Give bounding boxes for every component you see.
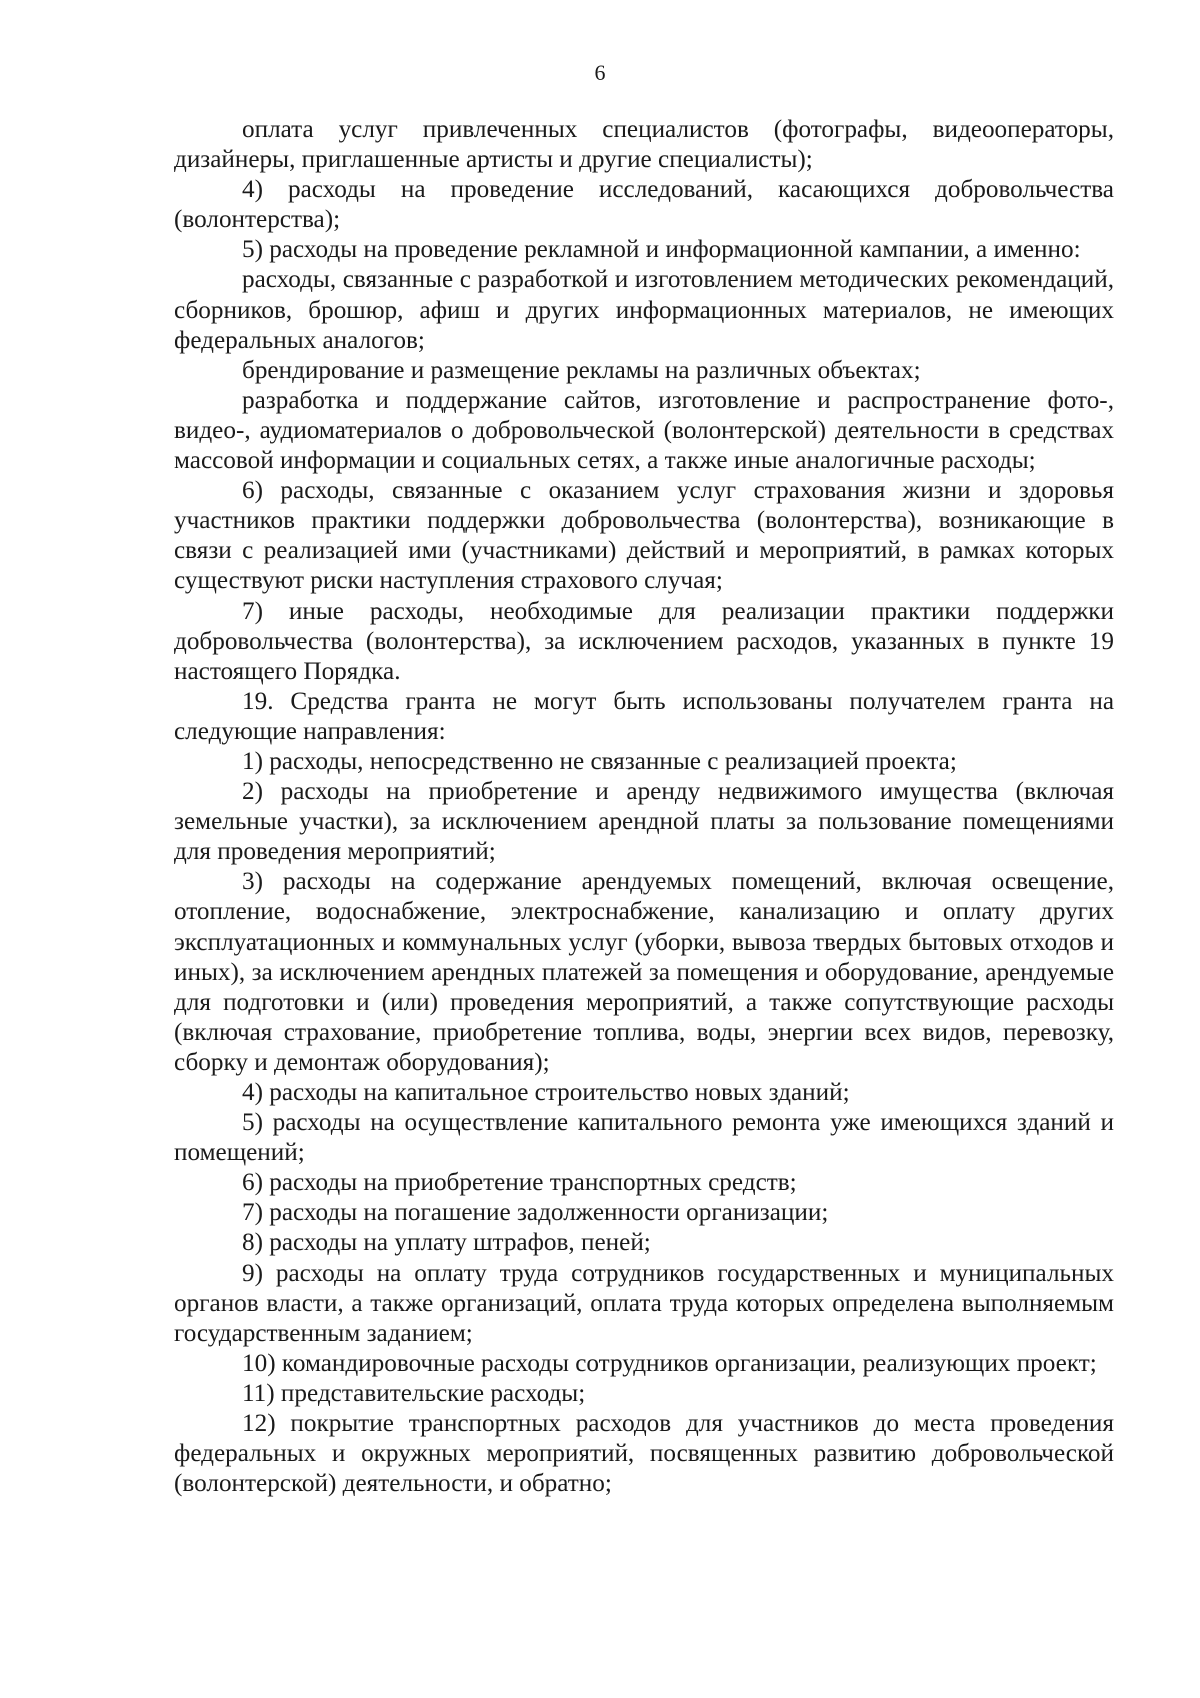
paragraph: 12) покрытие транспортных расходов для участников до места проведения федеральных и окружных мероприятий, посвященных развитию добровольческой (волонтерской) деятельности, и обратно; — [174, 1410, 1114, 1498]
paragraph: 2) расходы на приобретение и аренду недвижимого имущества (включая земельные участки), за исключением арендной платы за пользование помещениями для проведения мероприятий; — [174, 778, 1114, 866]
paragraph: брендирование и размещение рекламы на различных объектах; — [242, 356, 921, 384]
paragraph: 10) командировочные расходы сотрудников организации, реализующих проект; — [242, 1349, 1097, 1377]
paragraph: 8) расходы на уплату штрафов, пеней; — [242, 1229, 651, 1257]
paragraph: расходы, связанные с разработкой и изготовлением методических рекомендаций, сборников, брошюр, афиш и других информационных материалов, не имеющих федеральных аналогов; — [174, 266, 1114, 354]
document-body — [174, 115, 1114, 1499]
paragraph: 7) расходы на погашение задолженности организации; — [242, 1199, 829, 1227]
paragraph: 7) иные расходы, необходимые для реализации практики поддержки добровольчества (волонтерства), за исключением расходов, указанных в пункте 19 настоящего Порядка. — [174, 597, 1114, 685]
paragraph: разработка и поддержание сайтов, изготовление и распространение фото-, видео-, аудиоматериалов о добровольческой (волонтерской) деятельности в средствах массовой информации и социальных сетях, а также иные аналогичные расходы; — [174, 386, 1114, 475]
paragraph: 1) расходы, непосредственно не связанные с реализацией проекта; — [242, 747, 957, 775]
page-number: 6 — [594, 60, 606, 85]
paragraph: 6) расходы, связанные с оказанием услуг страхования жизни и здоровья участников практики поддержки добровольчества (волонтерства), возникающие в связи с реализацией ими (участниками) действий и мероприятий, в рамках которых существуют риски наступления страхового случая; — [174, 477, 1114, 595]
paragraph: 4) расходы на проведение исследований, касающихся добровольчества (волонтерства); — [174, 176, 1114, 234]
paragraph: 19. Средства гранта не могут быть использованы получателем гранта на следующие направления: — [174, 687, 1114, 745]
paragraph: 6) расходы на приобретение транспортных средств; — [242, 1169, 797, 1197]
paragraph: 11) представительские расходы; — [242, 1379, 586, 1407]
paragraph: 3) расходы на содержание арендуемых помещений, включая освещение, отопление, водоснабжение, электроснабжение, канализацию и оплату других эксплуатационных и коммунальных услуг (уборки, вывоза твердых бытовых отходов и иных), за исключением арендных платежей за помещения и оборудование, арендуемые для подготовки и (или) проведения мероприятий, а также сопутствующие расходы (включая страхование, приобретение топлива, воды, энергии всех видов, перевозку, сборку и демонтаж оборудования); — [174, 868, 1114, 1076]
paragraph: 4) расходы на капитальное строительство новых зданий; — [242, 1079, 850, 1106]
paragraph: 9) расходы на оплату труда сотрудников государственных и муниципальных органов власти, а также организаций, оплата труда которых определена выполняемым государственным заданием; — [174, 1259, 1114, 1347]
paragraph: оплата услуг привлеченных специалистов (фотографы, видеооператоры, дизайнеры, приглашенные артисты и другие специалисты); — [174, 116, 1114, 174]
paragraph: 5) расходы на осуществление капитального ремонта уже имеющихся зданий и помещений; — [174, 1109, 1114, 1167]
paragraph: 5) расходы на проведение рекламной и информационной кампании, а именно: — [242, 236, 1081, 264]
